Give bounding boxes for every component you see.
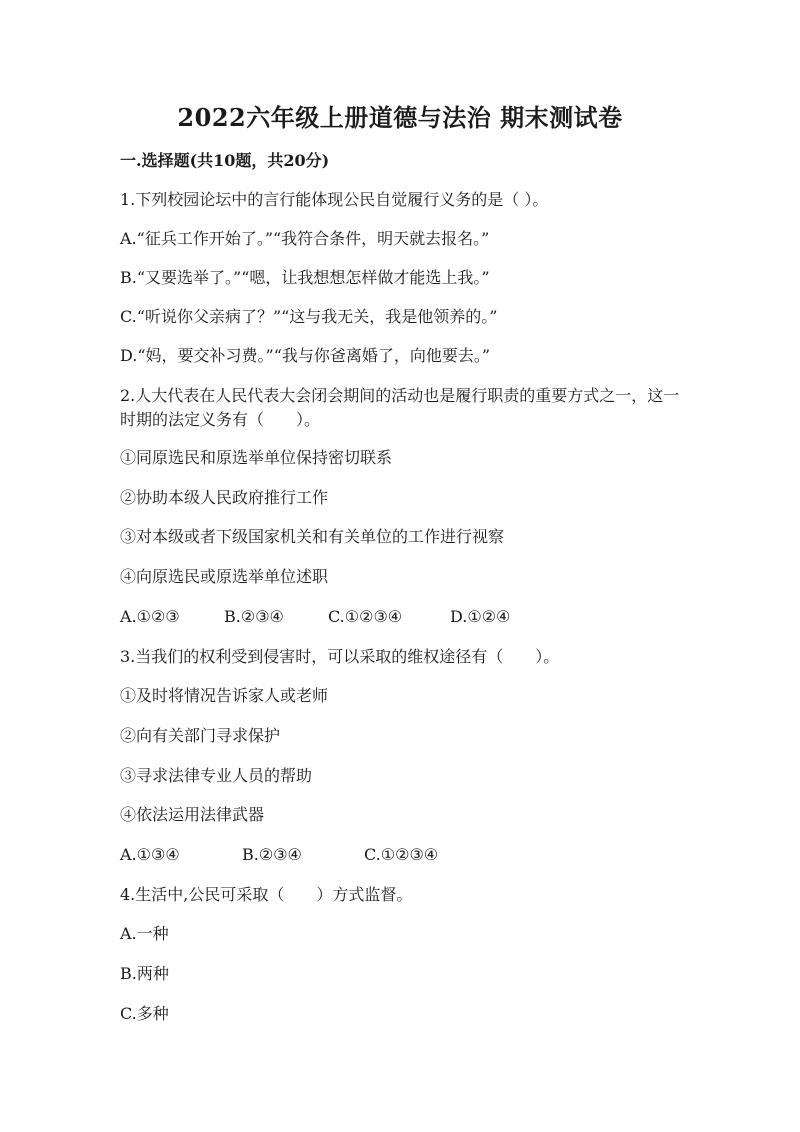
question-3-options [120, 843, 438, 867]
question-1-option-b: B.“又要选举了。”“嗯，让我想想怎样做才能选上我。” [120, 268, 490, 287]
question-2-stem: 2.人大代表在人民代表大会闭会期间的活动也是履行职责的重要方式之一，这一时期的法定义务有（ ）。 [120, 386, 680, 429]
question-2-options [120, 605, 510, 629]
question-2-item-1: ①同原选民和原选举单位保持密切联系 [120, 448, 393, 467]
question-2-option-d: D.①②④ [450, 607, 511, 626]
question-4-option-a: A.一种 [120, 924, 169, 943]
question-3-option-c: C.①②③④ [364, 845, 439, 864]
question-3-option-a: A.①③④ [120, 845, 180, 864]
question-2-item-2: ②协助本级人民政府推行工作 [120, 488, 329, 507]
question-2-item-4: ④向原选民或原选举单位述职 [120, 567, 329, 586]
question-3-item-1: ①及时将情况告诉家人或老师 [120, 686, 329, 705]
question-3-item-2: ②向有关部门寻求保护 [120, 726, 281, 745]
page-title: 2022六年级上册道德与法治 期末测试卷 [177, 103, 623, 132]
question-3-item-4: ④依法运用法律武器 [120, 805, 265, 824]
question-2-option-c: C.①②③④ [328, 607, 403, 626]
question-4-option-b: B.两种 [120, 964, 169, 983]
question-3-stem: 3.当我们的权利受到侵害时，可以采取的维权途径有（ ）。 [120, 647, 560, 666]
question-2-option-b: B.②③④ [224, 607, 284, 626]
question-3-option-b: B.②③④ [242, 845, 302, 864]
question-4-stem: 4.生活中,公民可采取（ ）方式监督。 [120, 885, 413, 904]
question-1-option-c: C.“听说你父亲病了？”“这与我无关，我是他领养的。” [120, 307, 498, 326]
section-heading: 一.选择题(共10题，共20分) [120, 151, 330, 170]
question-3-item-3: ③寻求法律专业人员的帮助 [120, 766, 313, 785]
question-1-option-d: D.“妈，要交补习费。”“我与你爸离婚了，向他要去。” [120, 346, 491, 365]
question-2-option-a: A.①②③ [120, 607, 180, 626]
question-1-stem: 1.下列校园论坛中的言行能体现公民自觉履行义务的是（ ）。 [120, 190, 549, 209]
question-2-item-3: ③对本级或者下级国家机关和有关单位的工作进行视察 [120, 527, 505, 546]
question-4-option-c: C.多种 [120, 1004, 169, 1023]
question-1-option-a: A.“征兵工作开始了。”“我符合条件，明天就去报名。” [120, 229, 490, 248]
